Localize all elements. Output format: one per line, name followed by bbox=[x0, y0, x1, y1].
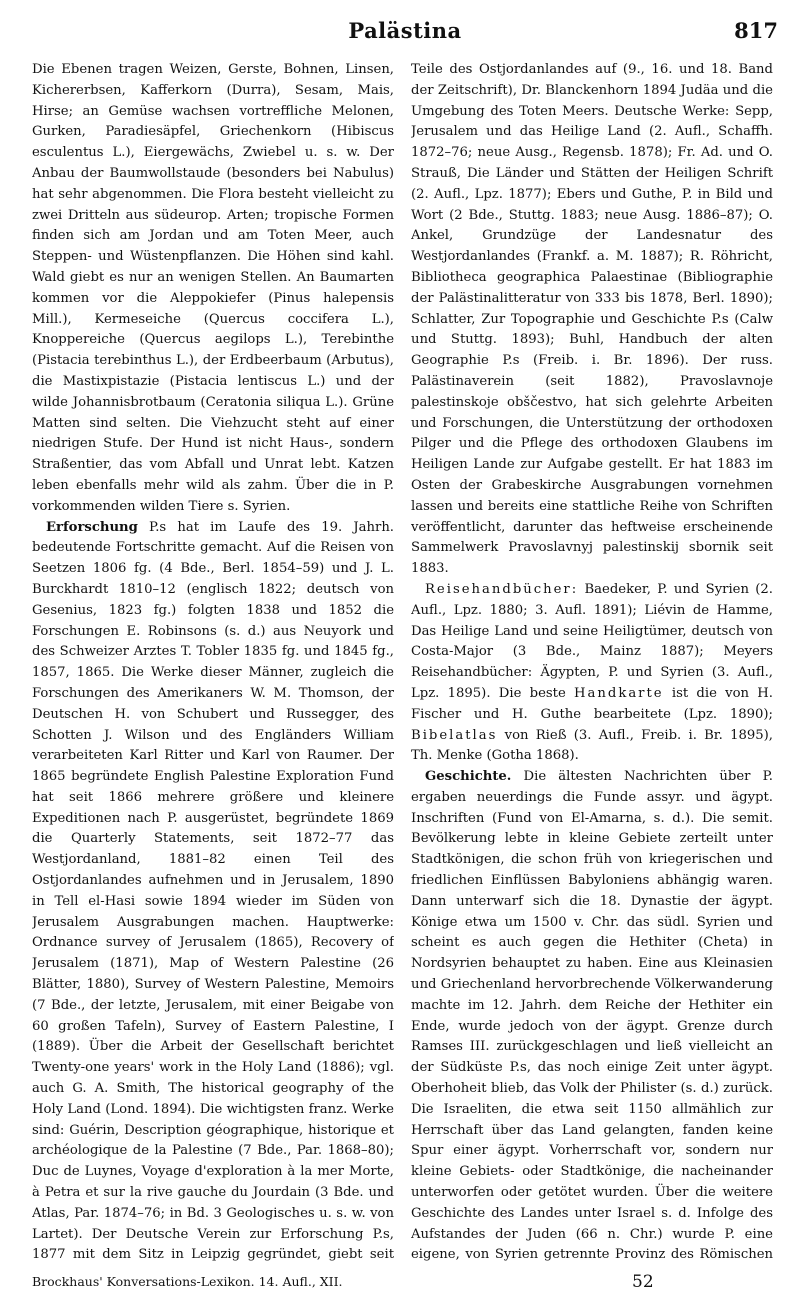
handkarte-text: ist die von H. Fischer und H. Guthe bearbeitete (Lpz. 1890); bbox=[411, 685, 773, 722]
page-header bbox=[32, 14, 778, 48]
page-footer bbox=[32, 1272, 778, 1298]
sheet-signature: 52 bbox=[632, 1272, 654, 1292]
reisehandbuecher-text: Baedeker, P. und Syrien (2. Aufl., Lpz. 1880; 3. Aufl. 1891); Liévin de Hamme, Das Heilige Land und seine Heiligtümer, deutsch von Costa-Major (3 Bde., Mainz 1887); Meyers Reisehandbücher: Ägypten, P. und Syrien (3. Aufl., Lpz. 1895). Die beste bbox=[411, 581, 773, 701]
paragraph-flora: Die Ebenen tragen Weizen, Gerste, Bohnen, Linsen, Kichererbsen, Kafferkorn (Durra), Sesam, Mais, Hirse; an Gemüse wachsen vortreffliche Melonen, Gurken, Paradiesäpfel, Griechenkorn (Hibiscus esculentus L.), Eiergewächs, Zwiebel u. s. w. Der Anbau der Baumwollstaude (besonders bei Nabulus) hat sehr abgenommen. Die Flora besteht vielleicht zu zwei Dritteln aus südeurop. Arten; tropische Formen finden sich am Jordan und am Toten Meer, auch Steppen- und Wüstenpflanzen. Die Höhen sind kahl. Wald giebt es nur an wenigen Stellen. An Baumarten kommen vor die Aleppokiefer (Pinus halepensis Mill.), Kermeseiche (Quercus coccifera L.), Knoppereiche (Quercus aegilops L.), Terebinthe (Pistacia terebinthus L.), der Erdbeerbaum (Arbutus), die Mastixpistazie (Pistacia lentiscus L.) und der wilde Johannisbrotbaum (Ceratonia siliqua L.). Grüne Matten sind selten. Die Viehzucht steht auf einer niedrigen Stufe. Der Hund ist nicht Haus-, sondern Straßentier, das vom Abfall und Unrat lebt. Katzen leben ebenfalls mehr wild als zahm. Über die in P. vorkommenden wilden Tiere s. Syrien. bbox=[32, 62, 394, 514]
right-column bbox=[411, 60, 773, 1265]
page-title: Palästina bbox=[348, 18, 462, 43]
page-number: 817 bbox=[734, 18, 778, 43]
keyword-geschichte: Geschichte. bbox=[425, 769, 512, 785]
paragraph-geschichte-text: Die ältesten Nachrichten über P. ergaben neuerdings die Funde assyr. und ägypt. Inschriften (Fund von El-Amarna, s. d.). Die semit. Bevölkerung lebte in kleine Gebiete zerteilt unter Stadtkönigen, die schon früh von kriegerischen und friedlichen Einflüssen Babyloniens abhängig waren. Dann unterwarf sich die 18. Dynastie der ägypt. Könige etwa um 1500 v. Chr. das südl. Syrien und scheint es auch gegen die Hethiter (Cheta) in Nordsyrien behauptet zu haben. Eine aus Kleinasien und Griechenland hervorbrechende Völkerwanderung machte im 12. Jahrh. dem Reiche der Hethiter ein Ende, wurde jedoch von der ägypt. Grenze durch Ramses III. zurückgeschlagen und ließ vielleicht an der Südküste P.s, das noch einige Zeit unter ägypt. Oberhoheit blieb, das Volk der Philister (s. d.) zurück. Die Israeliten, die etwa seit 1150 allmählich zur Herrschaft über das Land gelangten, fanden keine Spur einer ägypt. Vorherrschaft vor, sondern nur kleine Gebiets- oder Stadtkönige, die nacheinander unterworfen oder getötet wurden. Über die weitere Geschichte des Landes unter Israel s. d. Infolge des Aufstandes der Juden (66 n. Chr.) wurde P. eine eigene, von Syrien getrennte Provinz des Römischen bbox=[411, 769, 773, 1263]
paragraph-geschichte bbox=[411, 767, 773, 1265]
keyword-bibelatlas: Bibelatlas bbox=[411, 727, 498, 743]
paragraph-literature: Teile des Ostjordanlandes auf (9., 16. und 18. Band der Zeitschrift), Dr. Blanckenhorn 1894 Judäa und die Umgebung des Toten Meers. Deutsche Werke: Sepp, Jerusalem und das Heilige Land (2. Aufl., Schaffh. 1872–76; neue Ausg., Regensb. 1878); Fr. Ad. und O. Strauß, Die Länder und Stätten der Heiligen Schrift (2. Aufl., Lpz. 1877); Ebers und Guthe, P. in Bild und Wort (2 Bde., Stuttg. 1883; neue Ausg. 1886–87); O. Ankel, Grundzüge der Landesnatur des Westjordanlandes (Frankf. a. M. 1887); R. Röhricht, Bibliotheca geographica Palaestinae (Bibliographie der Palästinalitteratur von 333 bis 1878, Berl. 1890); Schlatter, Zur Topographie und Geschichte P.s (Calw und Stuttg. 1893); Buhl, Handbuch der alten Geographie P.s (Freib. i. Br. 1896). Der russ. Palästinaverein (seit 1882), Pravoslavnoje palestinskoje obščestvo, hat sich gelehrte Arbeiten und Forschungen, die Unterstützung der orthodoxen Pilger und die Pflege des orthodoxen Glaubens im Heiligen Lande zur Aufgabe gestellt. Er hat 1883 im Osten der Grabeskirche Ausgrabungen vornehmen lassen und bereits eine stattliche Reihe von Schriften veröffentlicht, darunter das heftweise erscheinende Sammelwerk Pravoslavnyj palestinskij sbornik seit 1883. bbox=[411, 62, 773, 577]
paragraph-reisehandbuecher bbox=[411, 580, 773, 767]
keyword-reisehandbuecher: Reisehandbücher: bbox=[425, 581, 579, 597]
left-column bbox=[32, 60, 394, 1265]
bibelatlas-text: von Rieß (3. Aufl., Freib. i. Br. 1895), Th. Menke (Gotha 1868). bbox=[411, 727, 773, 764]
paragraph-erforschung-text: P.s hat im Laufe des 19. Jahrh. bedeutende Fortschritte gemacht. Auf die Reisen von Seetzen 1806 fg. (4 Bde., Berl. 1854–59) und J. L. Burckhardt 1810–12 (englisch 1822; deutsch von Gesenius, 1823 fg.) folgten 1838 und 1852 die Forschungen E. Robinsons (s. d.) aus Neuyork und des Schweizer Arztes T. Tobler 1835 fg. und 1845 fg., 1857, 1865. Die Werke dieser Männer, zugleich die Forschungen des Amerikaners W. M. Thomson, der Deutschen H. von Schubert und Russegger, des Schotten J. Wilson und des Engländers William verarbeiteten Karl Ritter und Karl von Raumer. Der 1865 begründete English Palestine Exploration Fund hat seit 1866 mehrere größere und kleinere Expeditionen nach P. ausgerüstet, begründete 1869 die Quarterly Statements, seit 1872–77 das Westjordanland, 1881–82 einen Teil des Ostjordanlandes aufnehmen und in Jerusalem, 1890 in Tell el-Hasi sowie 1894 wieder im Süden von Jerusalem Ausgrabungen machen. Hauptwerke: Ordnance survey of Jerusalem (1865), Recovery of Jerusalem (1871), Map of Western Palestine (26 Blätter, 1880), Survey of Western Palestine, Memoirs (7 Bde., der letzte, Jerusalem, mit einer Beigabe von 60 großen Tafeln), Survey of Eastern Palestine, I (1889). Über die Arbeit der Gesellschaft berichtet Twenty-one years' work in the Holy Land (1886); vgl. auch G. A. Smith, The historical geography of the Holy Land (Lond. 1894). Die wichtigsten franz. Werke sind: Guérin, Description géographique, historique et archéologique de la Palestine (7 Bde., Par. 1868–80); Duc de Luynes, Voyage d'exploration à la mer Morte, à Petra et sur la rive gauche du Jourdain (3 Bde. und Atlas, Par. 1874–76; in Bd. 3 Geologisches u. s. w. von Lartet). Der Deutsche Verein zur Erforschung P.s, 1877 mit dem Sitz in Leipzig gegründet, giebt seit bbox=[32, 519, 394, 1263]
footer-source: Brockhaus' Konversations-Lexikon. 14. Aufl., XII. bbox=[32, 1274, 343, 1289]
keyword-erforschung: Erforschung bbox=[46, 519, 138, 535]
paragraph-erforschung bbox=[32, 518, 394, 1265]
keyword-handkarte: Handkarte bbox=[574, 685, 664, 701]
